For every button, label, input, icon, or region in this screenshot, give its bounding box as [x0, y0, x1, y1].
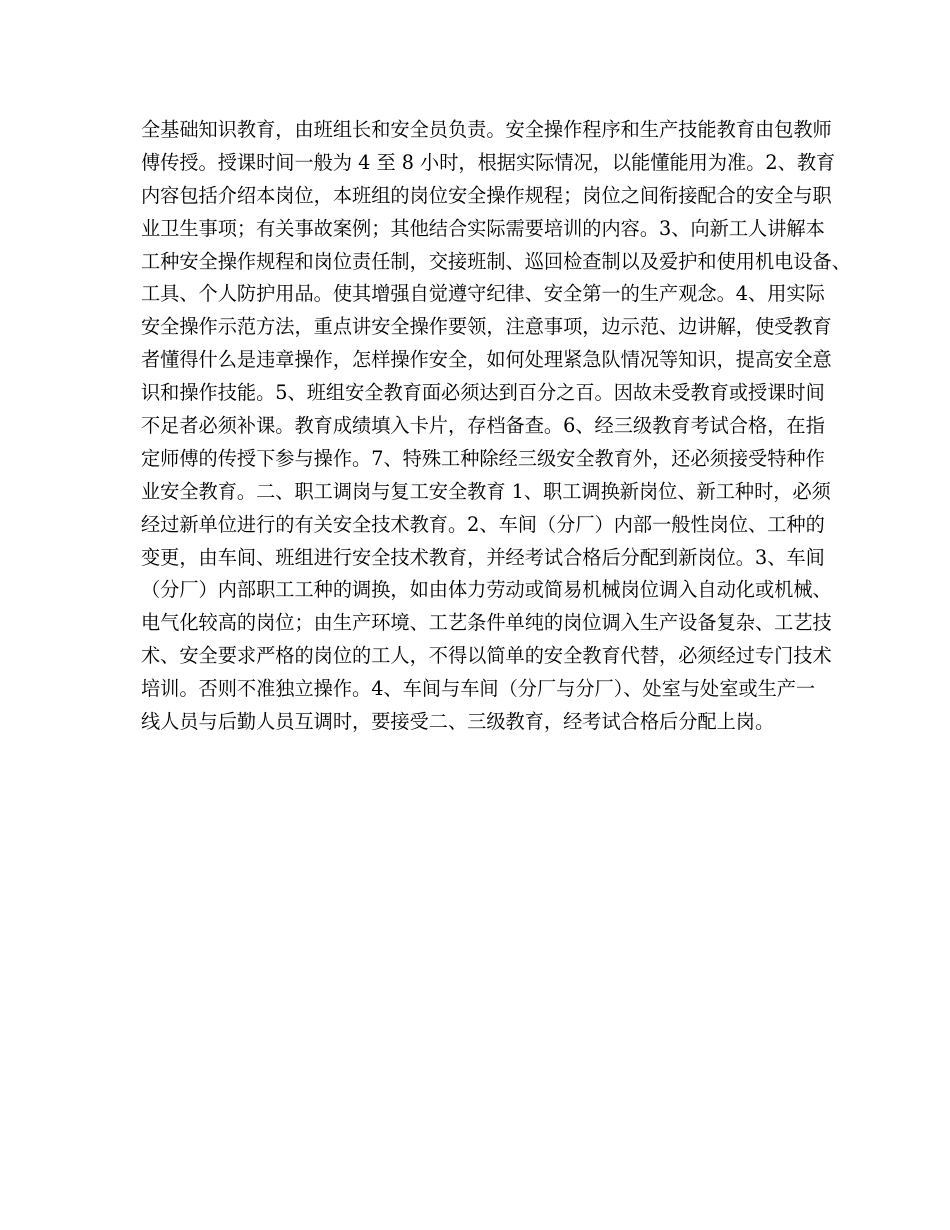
- text-line: 电气化较高的岗位；由生产环境、工艺条件单纯的岗位调入生产设备复杂、工艺技: [141, 611, 832, 635]
- text-line: 定师傅的传授下参与操作。7、特殊工种除经三级安全教育外，还必须接受特种作: [141, 446, 825, 470]
- text-line: 术、安全要求严格的岗位的工人，不得以简单的安全教育代替，必须经过专门技术: [141, 644, 832, 668]
- text-line: 培训。否则不准独立操作。4、车间与车间（分厂与分厂）、处室与处室或生产一: [141, 677, 816, 701]
- text-line: 工种安全操作规程和岗位责任制，交接班制、巡回检查制以及爱护和使用机电设备、: [141, 249, 851, 273]
- text-line: 经过新单位进行的有关安全技术教育。2、车间（分厂）内部一般性岗位、工种的: [141, 512, 825, 536]
- text-line: 不足者必须补课。教育成绩填入卡片，存档备查。6、经三级教育考试合格，在指: [141, 414, 825, 438]
- text-line: 全基础知识教育，由班组长和安全员负责。安全操作程序和生产技能教育由包教师: [141, 118, 832, 141]
- text-line: （分厂）内部职工工种的调换，如由体力劳动或简易机械岗位调入自动化或机械、: [141, 578, 832, 602]
- body-text: [141, 114, 851, 739]
- text-line: 工具、个人防护用品。使其增强自觉遵守纪律、安全第一的生产观念。4、用实际: [141, 282, 825, 306]
- text-line: 识和操作技能。5、班组安全教育面必须达到百分之百。因故未受教育或授课时间: [141, 381, 825, 405]
- text-line: 者懂得什么是违章操作，怎样操作安全，如何处理紧急队情况等知识，提高安全意: [141, 348, 832, 372]
- text-line: 傅传授。授课时间一般为 4 至 8 小时，根据实际情况，以能懂能用为准。2、教育: [141, 150, 836, 174]
- text-line: 线人员与后勤人员互调时，要接受二、三级教育，经考试合格后分配上岗。: [141, 710, 775, 734]
- text-line: 业安全教育。二、职工调岗与复工安全教育 1、职工调换新岗位、新工种时，必须: [141, 479, 831, 503]
- text-line: 安全操作示范方法，重点讲安全操作要领，注意事项，边示范、边讲解，使受教育: [141, 315, 832, 339]
- text-line: 内容包括介绍本岗位，本班组的岗位安全操作规程；岗位之间衔接配合的安全与职: [141, 183, 832, 207]
- text-line: 变更，由车间、班组进行安全技术教育，并经考试合格后分配到新岗位。3、车间: [141, 545, 825, 569]
- text-line: 业卫生事项；有关事故案例；其他结合实际需要培训的内容。3、向新工人讲解本: [141, 216, 825, 240]
